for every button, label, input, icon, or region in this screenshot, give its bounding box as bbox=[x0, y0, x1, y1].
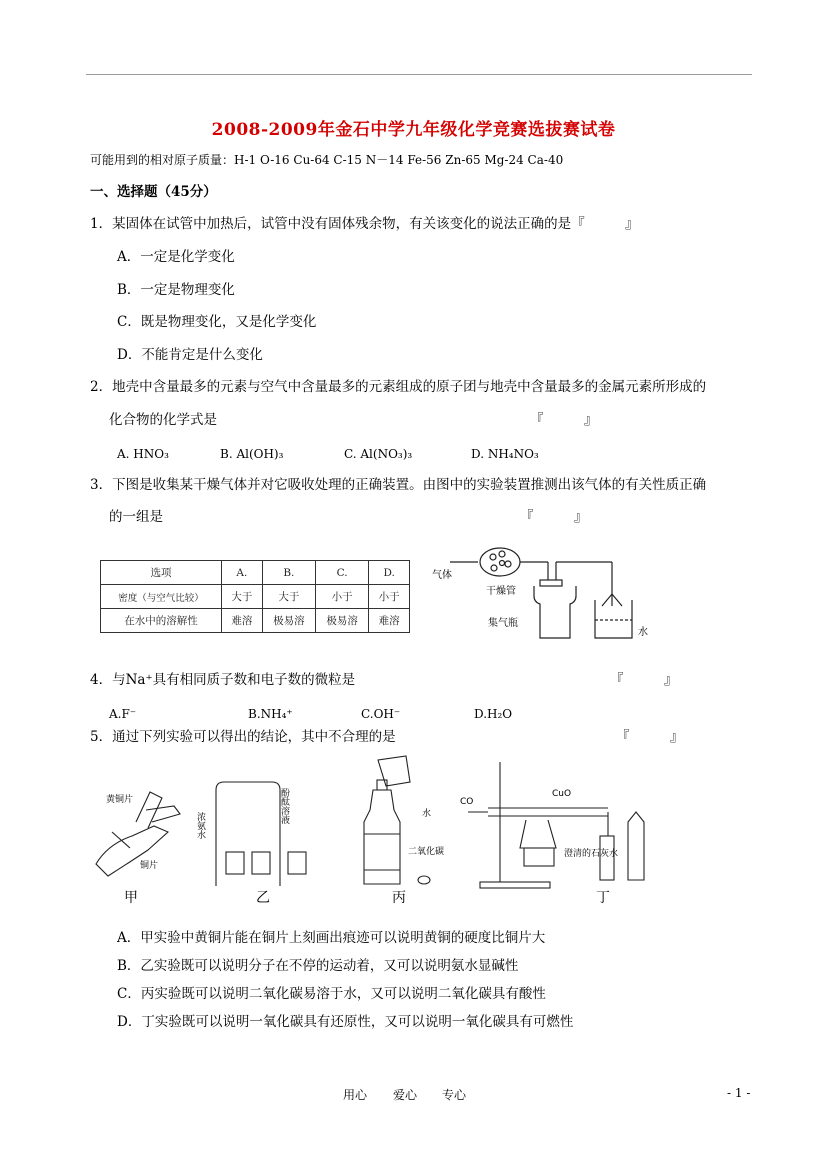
experiment-ding bbox=[468, 762, 644, 888]
q2-stem-line2: 化合物的化学式是 bbox=[109, 412, 217, 428]
footer-motto-3: 专心 bbox=[442, 1088, 467, 1102]
q1-option-a: A．一定是化学变化 bbox=[117, 249, 235, 265]
footer-motto-1: 用心 bbox=[343, 1088, 368, 1102]
table-cell: 选项 bbox=[101, 561, 222, 585]
header-rule bbox=[86, 74, 752, 75]
page-number: - 1 - bbox=[727, 1086, 751, 1100]
table-cell: 大于 bbox=[222, 585, 263, 609]
table-header-row bbox=[101, 561, 410, 585]
table-cell: C. bbox=[315, 561, 368, 585]
label-gas: 气体 bbox=[432, 570, 452, 581]
table-cell: 难溶 bbox=[369, 609, 410, 633]
q5-option-b: B．乙实验既可以说明分子在不停的运动着，又可以说明氨水显碱性 bbox=[117, 958, 519, 974]
q3-bracket: 『 』 bbox=[520, 509, 588, 525]
q1-option-d: D．不能肯定是什么变化 bbox=[117, 347, 263, 363]
q1-stem: 1．某固体在试管中加热后，试管中没有固体残余物，有关该变化的说法正确的是『 』 bbox=[90, 216, 639, 232]
q2-option-c: C. Al(NO₃)₃ bbox=[344, 447, 413, 461]
table-cell: 难溶 bbox=[222, 609, 263, 633]
label-copper: 铜片 bbox=[140, 861, 159, 871]
q2-option-b: B. Al(OH)₃ bbox=[220, 447, 284, 461]
q1-option-c: C．既是物理变化，又是化学变化 bbox=[117, 314, 317, 330]
q4-stem: 4．与Na⁺具有相同质子数和电子数的微粒是 bbox=[90, 672, 356, 688]
label-co: CO bbox=[460, 797, 474, 807]
label-bing: 丙 bbox=[392, 890, 406, 906]
q2-option-a: A. HNO₃ bbox=[117, 447, 169, 461]
q5-experiments-figure bbox=[88, 752, 658, 912]
q4-option-d: D.H₂O bbox=[474, 707, 513, 721]
table-cell: 在水中的溶解性 bbox=[101, 609, 222, 633]
q2-bracket: 『 』 bbox=[530, 412, 598, 428]
table-cell: 小于 bbox=[315, 585, 368, 609]
experiment-yi bbox=[216, 782, 306, 886]
label-drying-tube: 干燥管 bbox=[486, 586, 516, 597]
label-brass: 黄铜片 bbox=[106, 795, 134, 805]
q4-bracket: 『 』 bbox=[610, 672, 678, 688]
label-co2: 二氧化碳 bbox=[408, 847, 445, 857]
table-cell: 极易溶 bbox=[315, 609, 368, 633]
q5-stem: 5．通过下列实验可以得出的结论，其中不合理的是 bbox=[90, 729, 396, 745]
table-cell: 极易溶 bbox=[262, 609, 315, 633]
table-row bbox=[101, 609, 410, 633]
label-ding: 丁 bbox=[596, 890, 610, 906]
atomic-masses: 可能用到的相对原子质量：H-1 O-16 Cu-64 C-15 N－14 Fe-56 Zn-65 Mg-24 Ca-40 bbox=[90, 153, 564, 167]
q2-stem-line1: 2．地壳中含量最多的元素与空气中含量最多的元素组成的原子团与地壳中含量最多的金属元素所形成的 bbox=[90, 379, 707, 395]
q4-option-c: C.OH⁻ bbox=[361, 707, 401, 721]
q2-option-d: D. NH₄NO₃ bbox=[471, 447, 539, 461]
q4-option-a: A.F⁻ bbox=[109, 707, 137, 721]
page-title: 2008-2009年金石中学九年级化学竞赛选拔赛试卷 bbox=[211, 120, 616, 140]
table-cell: D. bbox=[369, 561, 410, 585]
experiment-bing bbox=[364, 756, 430, 884]
q5-option-a: A．甲实验中黄铜片能在铜片上刻画出痕迹可以说明黄铜的硬度比铜片大 bbox=[117, 930, 546, 946]
q3-apparatus-figure bbox=[430, 540, 670, 650]
table-row bbox=[101, 585, 410, 609]
label-gas-bottle: 集气瓶 bbox=[488, 618, 518, 629]
q4-option-b: B.NH₄⁺ bbox=[248, 707, 293, 721]
q5-option-d: D．丁实验既可以说明一氧化碳具有还原性，又可以说明一氧化碳具有可燃性 bbox=[117, 1014, 574, 1030]
footer-motto-2: 爱心 bbox=[393, 1088, 418, 1102]
table-cell: 密度（与空气比较） bbox=[101, 585, 222, 609]
label-limewater: 澄清的石灰水 bbox=[564, 849, 619, 859]
table-cell: 大于 bbox=[262, 585, 315, 609]
label-cuo: CuO bbox=[552, 789, 572, 799]
section-heading: 一、选择题（45分） bbox=[90, 184, 217, 200]
label-ammonia: 浓氨水 bbox=[195, 812, 205, 839]
label-phenol: 酚酞溶液 bbox=[279, 788, 289, 824]
q3-stem-line2: 的一组是 bbox=[109, 509, 163, 525]
table-cell: 小于 bbox=[369, 585, 410, 609]
q1-option-b: B．一定是物理变化 bbox=[117, 282, 235, 298]
label-jia: 甲 bbox=[124, 890, 138, 906]
q3-options-table bbox=[100, 560, 410, 633]
label-water: 水 bbox=[638, 627, 648, 638]
table-cell: B. bbox=[262, 561, 315, 585]
label-water-bing: 水 bbox=[422, 809, 432, 819]
q3-stem-line1: 3．下图是收集某干燥气体并对它吸收处理的正确装置。由图中的实验装置推测出该气体的有关性质正确 bbox=[90, 477, 707, 493]
label-yi: 乙 bbox=[256, 890, 270, 906]
table-cell: A. bbox=[222, 561, 263, 585]
q5-option-c: C．丙实验既可以说明二氧化碳易溶于水，又可以说明二氧化碳具有酸性 bbox=[117, 986, 546, 1002]
q5-bracket: 『 』 bbox=[616, 729, 684, 745]
